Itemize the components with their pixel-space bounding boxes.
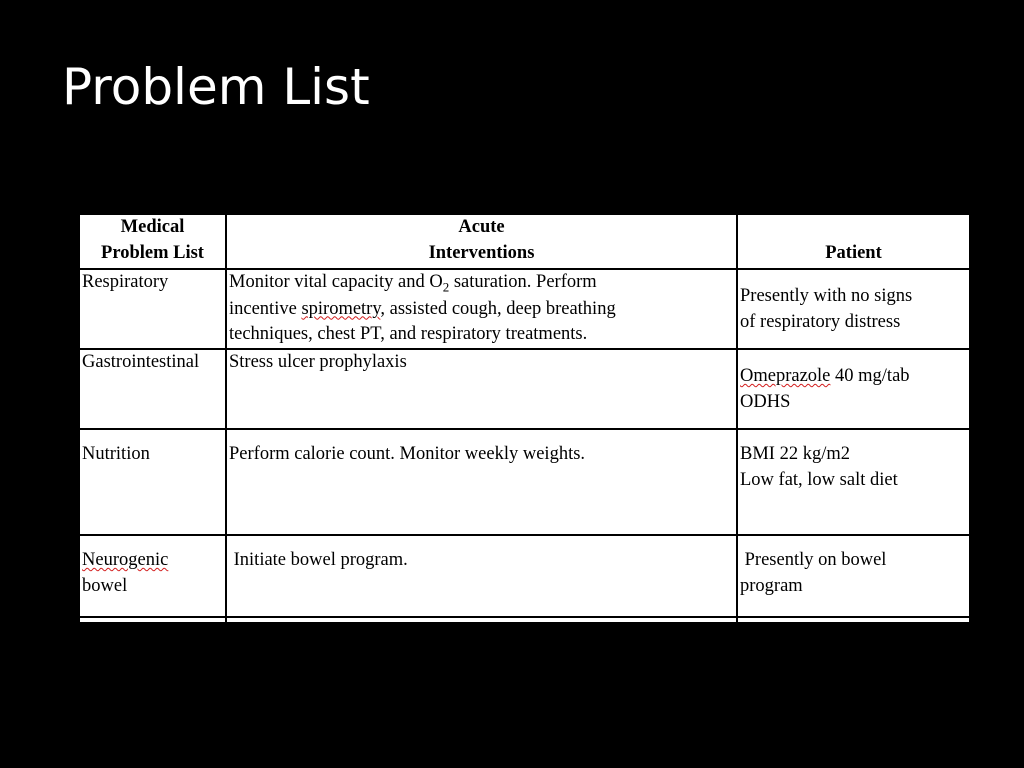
patient-line: program bbox=[740, 575, 803, 596]
problem-cell bbox=[79, 349, 226, 429]
empty-cell bbox=[79, 617, 226, 623]
header-medical-problem-list bbox=[79, 214, 226, 269]
patient-text: 40 mg/tab bbox=[830, 366, 910, 387]
intervention-line: Stress ulcer prophylaxis bbox=[229, 352, 407, 373]
slide-title: Problem List bbox=[62, 58, 370, 116]
table-row bbox=[79, 269, 969, 349]
patient-line: Presently with no signs bbox=[740, 286, 913, 307]
problem-label: Nutrition bbox=[82, 444, 150, 465]
header-line: Interventions bbox=[428, 242, 535, 263]
intervention-line: techniques, chest PT, and respiratory treatments. bbox=[229, 324, 588, 345]
table-row bbox=[79, 349, 969, 429]
problem-label: Gastrointestinal bbox=[82, 352, 200, 373]
table-row bbox=[79, 535, 969, 617]
empty-cell bbox=[226, 617, 737, 623]
patient-line: Presently on bowel bbox=[740, 550, 887, 571]
header-line: Acute bbox=[458, 217, 505, 237]
intervention-line: Perform calorie count. Monitor weekly weights. bbox=[229, 444, 586, 465]
header-acute-interventions bbox=[226, 214, 737, 269]
patient-line bbox=[740, 364, 967, 390]
problem-cell bbox=[79, 269, 226, 349]
problem-label: Respiratory bbox=[82, 272, 169, 293]
problem-list-table-container bbox=[78, 213, 969, 623]
subscript-text: 2 bbox=[442, 279, 450, 295]
intervention-cell bbox=[226, 269, 737, 349]
problem-cell bbox=[79, 429, 226, 535]
patient-cell bbox=[737, 535, 969, 617]
problem-line: Neurogenic bbox=[82, 550, 169, 571]
table-row-partial bbox=[79, 617, 969, 623]
intervention-text: spirometry bbox=[301, 298, 381, 319]
problem-list-table bbox=[78, 213, 969, 623]
intervention-cell bbox=[226, 349, 737, 429]
patient-cell bbox=[737, 269, 969, 349]
intervention-line bbox=[229, 297, 734, 323]
spacer bbox=[740, 270, 967, 284]
intervention-text: saturation. Perform bbox=[449, 272, 597, 293]
problem-line: bowel bbox=[82, 575, 128, 596]
patient-text: Omeprazole bbox=[740, 366, 831, 387]
empty-cell bbox=[737, 617, 969, 623]
intervention-cell bbox=[226, 429, 737, 535]
patient-line: of respiratory distress bbox=[740, 311, 901, 332]
intervention-line: Initiate bowel program. bbox=[229, 550, 408, 571]
intervention-cell bbox=[226, 535, 737, 617]
intervention-line bbox=[229, 270, 734, 297]
intervention-text: incentive bbox=[229, 298, 302, 319]
header-line: Medical bbox=[120, 217, 185, 237]
patient-cell bbox=[737, 429, 969, 535]
spacer bbox=[740, 350, 967, 364]
header-line: Problem List bbox=[101, 242, 204, 263]
table-header-row bbox=[79, 214, 969, 269]
header-patient bbox=[737, 214, 969, 269]
problem-cell bbox=[79, 535, 226, 617]
intervention-text: , assisted cough, deep breathing bbox=[380, 298, 616, 319]
patient-line: BMI 22 kg/m2 bbox=[740, 444, 850, 465]
patient-line: ODHS bbox=[740, 391, 791, 412]
header-line: Patient bbox=[825, 242, 882, 263]
table-row bbox=[79, 429, 969, 535]
intervention-text: Monitor vital capacity and O bbox=[229, 272, 443, 293]
patient-line: Low fat, low salt diet bbox=[740, 469, 898, 490]
patient-cell bbox=[737, 349, 969, 429]
